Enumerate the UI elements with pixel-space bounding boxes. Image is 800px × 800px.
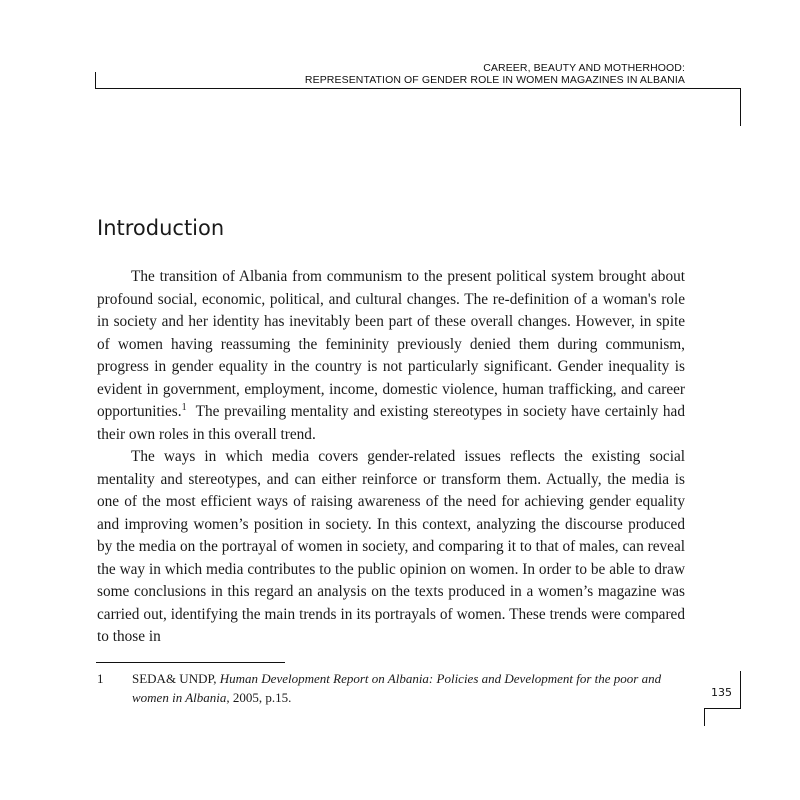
header-rule-right [740,88,741,126]
running-header-line-2: REPRESENTATION OF GENDER ROLE IN WOMEN MAGAZINES IN ALBANIA [304,74,685,86]
paragraph-text: The transition of Albania from communism to the present political system brought about profound social, economic, political, and cultural changes. The re-definition of a woman's role in society and her identity has inevitably been part of these overall changes. However, in spite of women having reassuming the femininity previously denied them during communism, progress in gender equality in the country is not particularly significant. Gender inequality is evident in government, employment, income, domestic violence, human trafficking, and career opportunities. [97,268,685,420]
page-number-rule-right [740,671,741,709]
footnote-author: SEDA& UNDP, [132,671,220,686]
footnote-text [132,669,687,707]
paragraph-text: The ways in which media covers gender-related issues reflects the existing social mentality and stereotypes, and can either reinforce or transform them. Actually, the media is one of the most efficient ways of raising awareness of the need for achieving gender equality and improving women’s position in society. In this context, analyzing the discourse produced by the media on the portrayal of women in society, and comparing it to that of males, can reveal the way in which media contributes to the public opinion on women. In order to be able to draw some conclusions in this regard an analysis on the texts produced in a women’s magazine was carried out, identifying the main trends in its portrayals of women. These trends were compared to those in [97,448,685,645]
footnote-reference[interactable]: 1 [181,402,187,413]
page-number-rule-left [704,708,705,726]
header-rule-left [95,72,96,89]
page-number-rule-bottom [704,708,741,709]
footnote-title: Human Development Report on Albania: Policies and Development for the poor and women in Albania [132,671,662,705]
header-rule [95,88,741,89]
footnote-rest: , 2005, p.15. [226,690,292,705]
paragraph [97,446,685,649]
section-title: Introduction [97,216,225,240]
footnote [97,669,687,707]
paragraph [97,266,689,446]
footnote-number: 1 [97,671,104,686]
body-text [97,266,689,649]
footnote-rule [96,662,285,663]
paragraph-text: The prevailing mentality and existing stereotypes in society have certainly had their own roles in this overall trend. [97,403,689,443]
running-header-line-1: CAREER, BEAUTY AND MOTHERHOOD: [483,62,685,74]
page-number: 135 [711,686,732,699]
